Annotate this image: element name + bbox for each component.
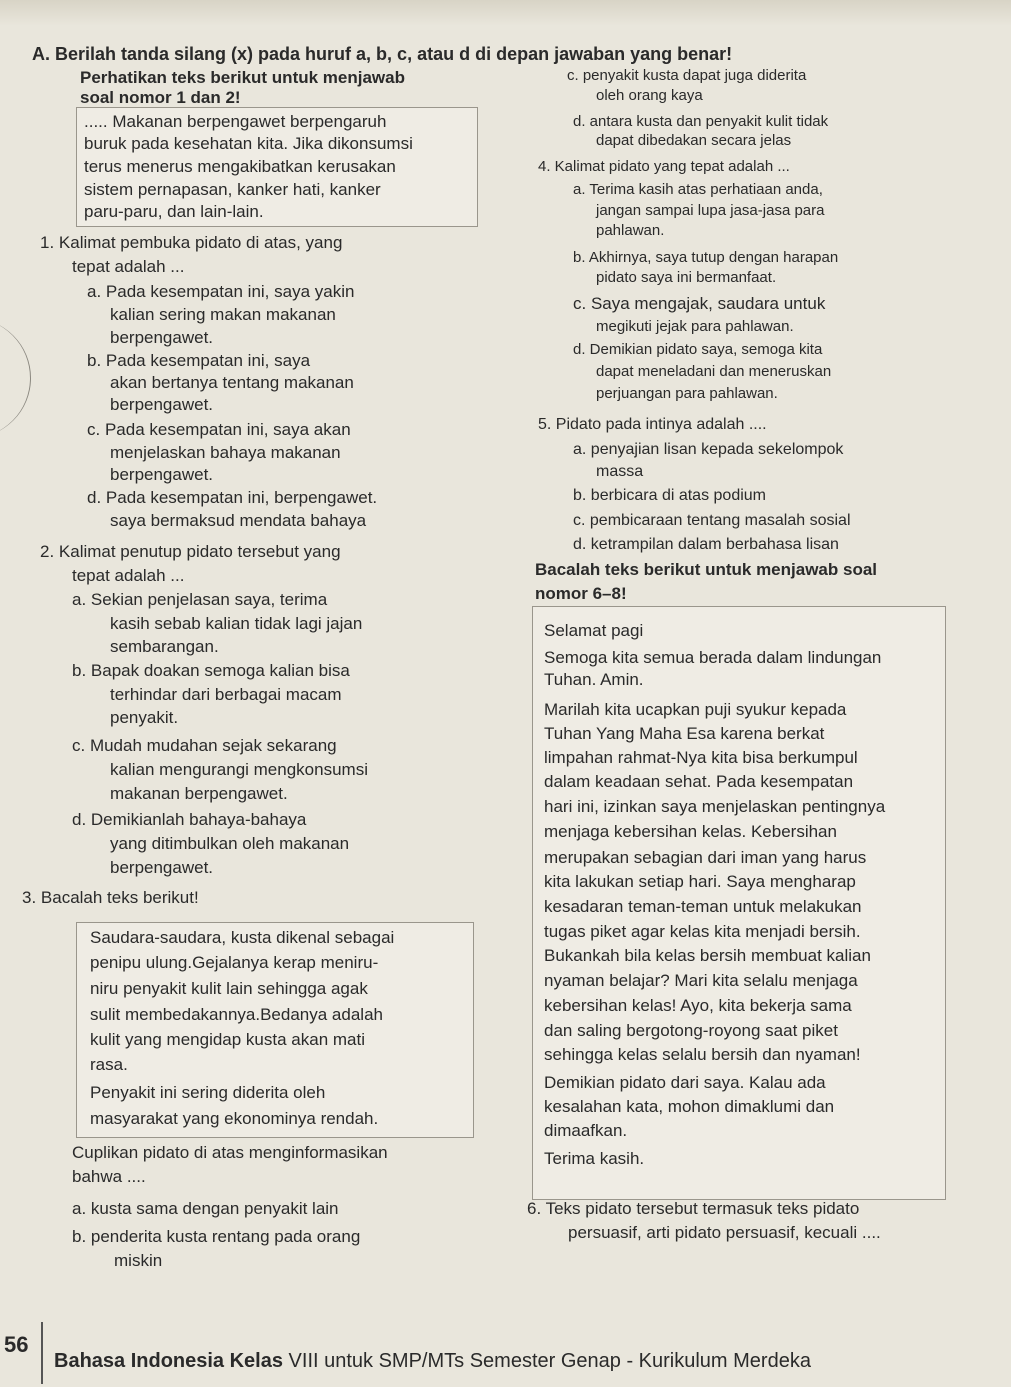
speech-line: limpahan rahmat-Nya kita bisa berkumpul (544, 748, 858, 767)
speech-line: nyaman belajar? Mari kita selalu menjaga (544, 971, 858, 990)
footer-divider (41, 1322, 43, 1384)
q3-option-a[interactable]: a. kusta sama dengan penyakit lain (72, 1199, 339, 1218)
q3-option-c[interactable]: c. penyakit kusta dapat juga diderita (567, 67, 807, 84)
speech-line: tugas piket agar kelas kita menjadi bersih. (544, 922, 861, 941)
right-intro-2: nomor 6–8! (535, 584, 627, 603)
q3-option-b-cont: miskin (114, 1251, 163, 1270)
q3-option-d-cont: dapat dibedakan secara jelas (596, 132, 792, 149)
left-intro-1: Perhatikan teks berikut untuk menjawab (80, 68, 405, 87)
q3-option-d[interactable]: d. antara kusta dan penyakit kulit tidak (573, 113, 829, 130)
q4-option-a-cont: pahlawan. (596, 222, 665, 239)
book-title-rest: VIII untuk SMP/MTs Semester Genap - Kurikulum Merdeka (282, 1350, 811, 1372)
q1-option-b-cont: akan bertanya tentang makanan (110, 373, 354, 392)
q5-option-c[interactable]: c. pembicaraan tentang masalah sosial (573, 512, 851, 529)
box2-line: rasa. (90, 1055, 128, 1074)
q1-option-a-cont: berpengawet. (110, 328, 214, 347)
question-6-cont: persuasif, arti pidato persuasif, kecuali .... (568, 1223, 881, 1242)
question-5: 5. Pidato pada intinya adalah .... (538, 416, 767, 433)
q3-stem-cont: bahwa .... (72, 1167, 146, 1186)
speech-line: Tuhan Yang Maha Esa karena berkat (544, 724, 825, 743)
speech-line: merupakan sebagian dari iman yang harus (544, 848, 867, 867)
q4-option-d[interactable]: d. Demikian pidato saya, semoga kita (573, 341, 823, 358)
question-4: 4. Kalimat pidato yang tepat adalah ... (538, 158, 790, 175)
q5-option-a-cont: massa (596, 463, 644, 480)
q1-option-a-cont: kalian sering makan makanan (110, 305, 336, 324)
q1-option-d-cont: saya bermaksud mendata bahaya (110, 511, 367, 530)
speech-line: Tuhan. Amin. (544, 670, 644, 689)
box2-line: kulit yang mengidap kusta akan mati (90, 1030, 365, 1049)
q1-option-c-cont: menjelaskan bahaya makanan (110, 443, 341, 462)
q3-stem: Cuplikan pidato di atas menginformasikan (72, 1143, 388, 1162)
box2-line: sulit membedakannya.Bedanya adalah (90, 1005, 383, 1024)
q2-option-a[interactable]: a. Sekian penjelasan saya, terima (72, 590, 328, 609)
box1-line: buruk pada kesehatan kita. Jika dikonsumsi (84, 134, 413, 153)
speech-line: menjaga kebersihan kelas. Kebersihan (544, 822, 837, 841)
book-title (54, 1350, 811, 1373)
question-6: 6. Teks pidato tersebut termasuk teks pidato (527, 1199, 860, 1218)
q5-option-b[interactable]: b. berbicara di atas podium (573, 487, 766, 504)
q4-option-b-cont: pidato saya ini bermanfaat. (596, 269, 777, 286)
q1-option-c-cont: berpengawet. (110, 465, 214, 484)
q2-option-a-cont: kasih sebab kalian tidak lagi jajan (110, 614, 363, 633)
page-number: 56 (4, 1332, 29, 1357)
q2-option-d[interactable]: d. Demikianlah bahaya-bahaya (72, 810, 307, 829)
box2-line: masyarakat yang ekonominya rendah. (90, 1109, 379, 1128)
instruction: A. Berilah tanda silang (x) pada huruf a, b, c, atau d di depan jawaban yang benar! (32, 44, 733, 64)
q2-option-b-cont: terhindar dari berbagai macam (110, 685, 342, 704)
question-1: 1. Kalimat pembuka pidato di atas, yang (40, 233, 343, 252)
q4-option-c[interactable]: c. Saya mengajak, saudara untuk (573, 294, 826, 313)
q4-option-a-cont: jangan sampai lupa jasa-jasa para (596, 202, 825, 219)
question-1-cont: tepat adalah ... (72, 257, 185, 276)
speech-line: kesalahan kata, mohon dimaklumi dan (544, 1097, 835, 1116)
q3-option-b[interactable]: b. penderita kusta rentang pada orang (72, 1227, 361, 1246)
q4-option-d-cont: dapat meneladani dan meneruskan (596, 363, 832, 380)
speech-line: kita lakukan setiap hari. Saya mengharap (544, 872, 856, 891)
box1-line: sistem pernapasan, kanker hati, kanker (84, 180, 381, 199)
speech-line: Marilah kita ucapkan puji syukur kepada (544, 700, 847, 719)
q2-option-b[interactable]: b. Bapak doakan semoga kalian bisa (72, 661, 350, 680)
q3-option-c-cont: oleh orang kaya (596, 87, 703, 104)
q4-option-d-cont: perjuangan para pahlawan. (596, 385, 778, 402)
q1-option-a[interactable]: a. Pada kesempatan ini, saya yakin (87, 282, 355, 301)
left-intro-2: soal nomor 1 dan 2! (80, 88, 241, 107)
box1-line: terus menerus mengakibatkan kerusakan (84, 157, 396, 176)
box1-line: ..... Makanan berpengawet berpengaruh (84, 112, 387, 131)
speech-line: Demikian pidato dari saya. Kalau ada (544, 1073, 826, 1092)
q4-option-c-cont: megikuti jejak para pahlawan. (596, 318, 794, 335)
speech-line: dalam keadaan sehat. Pada kesempatan (544, 772, 854, 791)
q4-option-a[interactable]: a. Terima kasih atas perhatiaan anda, (573, 181, 823, 198)
speech-line: dan saling bergotong-royong saat piket (544, 1021, 838, 1040)
q2-option-a-cont: sembarangan. (110, 637, 219, 656)
q2-option-c-cont: makanan berpengawet. (110, 784, 288, 803)
question-3: 3. Bacalah teks berikut! (22, 888, 199, 907)
q1-option-b-cont: berpengawet. (110, 395, 214, 414)
question-2: 2. Kalimat penutup pidato tersebut yang (40, 542, 341, 561)
top-edge-band (0, 0, 1011, 26)
speech-line: hari ini, izinkan saya menjelaskan pentingnya (544, 797, 886, 816)
box2-line: niru penyakit kulit lain sehingga agak (90, 979, 368, 998)
right-intro-1: Bacalah teks berikut untuk menjawab soal (535, 560, 878, 579)
q5-option-a[interactable]: a. penyajian lisan kepada sekelompok (573, 441, 844, 458)
q5-option-d[interactable]: d. ketrampilan dalam berbahasa lisan (573, 536, 839, 553)
speech-line: kebersihan kelas! Ayo, kita bekerja sama (544, 996, 852, 1015)
q2-option-c-cont: kalian mengurangi mengkonsumsi (110, 760, 368, 779)
box2-line: Saudara-saudara, kusta dikenal sebagai (90, 928, 395, 947)
q1-option-d[interactable]: d. Pada kesempatan ini, berpengawet. (87, 488, 378, 507)
q1-option-c[interactable]: c. Pada kesempatan ini, saya akan (87, 420, 351, 439)
question-2-cont: tepat adalah ... (72, 566, 185, 585)
speech-line: kesadaran teman-teman untuk melakukan (544, 897, 862, 916)
q2-option-d-cont: yang ditimbulkan oleh makanan (110, 834, 350, 853)
box2-line: penipu ulung.Gejalanya kerap meniru- (90, 953, 379, 972)
speech-line: Terima kasih. (544, 1149, 645, 1168)
speech-line: Semoga kita semua berada dalam lindungan (544, 648, 882, 667)
side-margin-arc (0, 318, 31, 438)
q2-option-d-cont: berpengawet. (110, 858, 214, 877)
speech-line: Selamat pagi (544, 621, 644, 640)
speech-line: Bukankah bila kelas bersih membuat kalian (544, 946, 871, 965)
q2-option-c[interactable]: c. Mudah mudahan sejak sekarang (72, 736, 337, 755)
q4-option-b[interactable]: b. Akhirnya, saya tutup dengan harapan (573, 249, 839, 266)
box1-line: paru-paru, dan lain-lain. (84, 202, 264, 221)
book-title-bold: Bahasa Indonesia Kelas (54, 1350, 283, 1372)
q2-option-b-cont: penyakit. (110, 708, 179, 727)
box2-line: Penyakit ini sering diderita oleh (90, 1083, 326, 1102)
q1-option-b[interactable]: b. Pada kesempatan ini, saya (87, 351, 311, 370)
speech-line: dimaafkan. (544, 1121, 628, 1140)
speech-line: sehingga kelas selalu bersih dan nyaman! (544, 1045, 861, 1064)
